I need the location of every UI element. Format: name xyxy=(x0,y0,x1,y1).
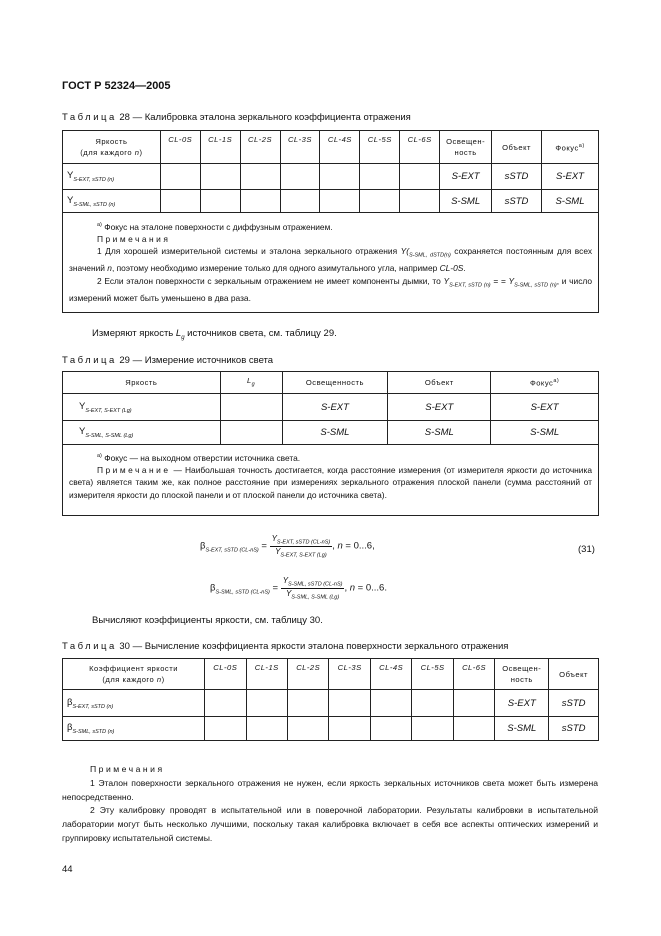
header-brightness: Яркость xyxy=(63,372,221,394)
row-symbol: $Y_{S-EXT, sSTD (n)}$ xyxy=(63,164,161,190)
table-row xyxy=(63,190,599,213)
row-symbol: $\beta_{S-SML, sSTD (n)}$ xyxy=(63,717,205,741)
table-29 xyxy=(62,371,599,516)
table-header-row xyxy=(63,659,599,690)
row-symbol: $Y_{S-SML, sSTD (n)}$ xyxy=(63,190,161,213)
cell-object: sSTD xyxy=(492,190,542,213)
paragraph-measure: Измеряют яркость $L_g$ источников света, см. таблицу 29. xyxy=(92,328,337,341)
note-1: 1 Эталон поверхности зеркального отражения не нужен, если яркость зеркальных источников света может быть измерена непосредственно. xyxy=(62,777,598,802)
header-illumination: Освещенность xyxy=(282,372,388,394)
table-row xyxy=(63,421,599,445)
header-lg: $L_g$ xyxy=(220,372,282,394)
page-number: 44 xyxy=(62,864,73,875)
cell-illumination: S-EXT xyxy=(495,690,549,717)
table-28-caption: Таблица 28 — Калибровка эталона зеркального коэффициента отражения xyxy=(62,112,411,123)
row-symbol: $Y_{S-SML, S-SML (Lg)}$ xyxy=(63,421,221,445)
header-object: Объект xyxy=(388,372,491,394)
table-28-notes: $^{а)}$ Фокус на эталоне поверхности с диффузным отражением. Примечания 1 Для хорошей измерительной системы и эталона зеркального отражения $Y(_{S-SML, dSTD(n)}$ сохраняется постоянным для всех значений n, поэтому необходимо измерение только для одного азимутального угла, например CL-0S. 2 Если эталон поверхности с зеркальным отражением не имеет компоненты дымки, то $Y_{S-EXT, sSTD (n)}$ = = $Y_{S-SML, sSTD (n)}$, и число измерений может быть уменьшено в два раза. xyxy=(63,213,599,313)
header-col: CL-2S xyxy=(287,659,328,690)
header-col: CL-5S xyxy=(412,659,453,690)
header-col: CL-4S xyxy=(370,659,411,690)
table-row xyxy=(63,394,599,421)
table-header-row xyxy=(63,372,599,394)
header-col: CL-1S xyxy=(200,131,240,164)
cell-illumination: S-SML xyxy=(440,190,492,213)
cell-illumination: S-SML xyxy=(495,717,549,741)
table-30 xyxy=(62,658,599,741)
cell-illumination: S-EXT xyxy=(440,164,492,190)
page-header: ГОСТ Р 52324—2005 xyxy=(62,80,171,92)
fraction: $\frac{Y_{S-SML, sSTD (CL-nS)}}{Y_{S-SML, S-SML (Lg)}}$ xyxy=(282,576,343,601)
table-notes-row xyxy=(63,445,599,516)
header-col: CL-4S xyxy=(320,131,360,164)
table-29-notes: $^{а)}$ Фокус — на выходном отверстии источника света. Примечание — Наибольшая точность достигается, когда расстояние измерения (от измерителя яркости до источника света) является таким же, как полное расстояние при измерениях зеркального отражения плоской панели (сумма расстояний от измерителя яркости до плоской панели и от плоской панели до источника света). xyxy=(63,445,599,516)
header-focus: Фокус$^{а)}$ xyxy=(491,372,599,394)
header-col: CL-6S xyxy=(453,659,494,690)
header-col: CL-0S xyxy=(205,659,246,690)
cell-focus: S-SML xyxy=(542,190,599,213)
cell-focus: S-SML xyxy=(491,421,599,445)
header-col: CL-1S xyxy=(246,659,287,690)
header-col: CL-3S xyxy=(280,131,320,164)
table-header-row xyxy=(63,131,599,164)
formula-32: $\beta_{S-SML, sSTD (CL-nS)}$ = $\frac{Y_{S-SML, sSTD (CL-nS)}}{Y_{S-SML, S-SML (Lg)}}$ , n = 0...6. xyxy=(210,576,387,601)
table-30-caption: Таблица 30 — Вычисление коэффициента яркости эталона поверхности зеркального отражения xyxy=(62,641,509,652)
header-coefficient: Коэффициент яркости (для каждого n) xyxy=(63,659,205,690)
table-row xyxy=(63,164,599,190)
header-illumination: Освещен- ность xyxy=(440,131,492,164)
formula-31: $\beta_{S-EXT, sSTD (CL-nS)}$ = $\frac{Y_{S-EXT, sSTD (CL-nS)}}{Y_{S-EXT, S-EXT (Lg)}}$ , n = 0...6, xyxy=(200,534,375,559)
cell-illumination: S-EXT xyxy=(282,394,388,421)
header-col: CL-3S xyxy=(329,659,370,690)
cell-focus: S-EXT xyxy=(491,394,599,421)
header-illumination: Освещен- ность xyxy=(495,659,549,690)
fraction: $\frac{Y_{S-EXT, sSTD (CL-nS)}}{Y_{S-EXT, S-EXT (Lg)}}$ xyxy=(271,534,331,559)
table-28 xyxy=(62,130,599,313)
cell-object: S-SML xyxy=(388,421,491,445)
cell-object: sSTD xyxy=(492,164,542,190)
header-object: Объект xyxy=(492,131,542,164)
header-object: Объект xyxy=(549,659,599,690)
header-brightness: Яркость (для каждого n) xyxy=(63,131,161,164)
table-29-caption: Таблица 29 — Измерение источников света xyxy=(62,355,274,366)
paragraph-compute: Вычисляют коэффициенты яркости, см. таблицу 30. xyxy=(92,615,323,626)
notes-title: Примечания xyxy=(90,764,165,774)
cell-focus: S-EXT xyxy=(542,164,599,190)
header-focus: Фокус$^{а)}$ xyxy=(542,131,599,164)
cell-object: sSTD xyxy=(549,717,599,741)
row-symbol: $Y_{S-EXT, S-EXT (Lg)}$ xyxy=(63,394,221,421)
table-row xyxy=(63,690,599,717)
formula-number: (31) xyxy=(578,544,595,555)
note-2: 2 Эту калибровку проводят в испытательной или в поверочной лаборатории. Результаты калибровки в испытательной лаборатории могут быть несколько лучшими, поскольку такая калибровка включает в себя все аспекты оптических измерений и группировку испытательной системы. xyxy=(62,805,598,843)
header-col: CL-6S xyxy=(400,131,440,164)
header-col: CL-2S xyxy=(240,131,280,164)
header-col: CL-5S xyxy=(360,131,400,164)
table-row xyxy=(63,717,599,741)
header-col: CL-0S xyxy=(160,131,200,164)
cell-illumination: S-SML xyxy=(282,421,388,445)
row-symbol: $\beta_{S-EXT, sSTD (n)}$ xyxy=(63,690,205,717)
cell-object: S-EXT xyxy=(388,394,491,421)
bottom-notes xyxy=(62,763,598,846)
cell-object: sSTD xyxy=(549,690,599,717)
table-notes-row xyxy=(63,213,599,313)
